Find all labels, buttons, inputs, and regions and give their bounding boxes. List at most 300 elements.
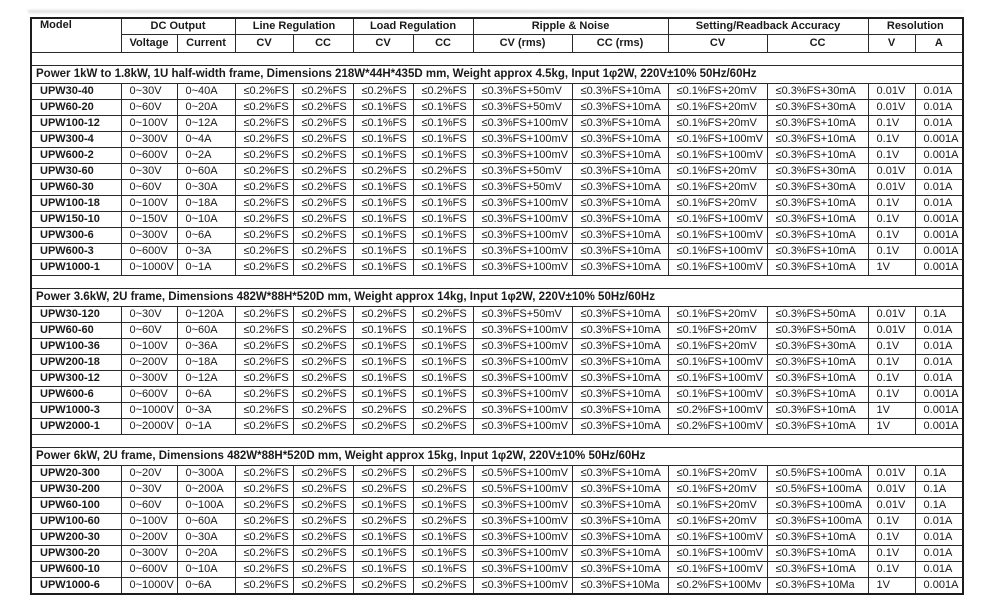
cell-line-reg-cc: ≤0.2%FS: [293, 482, 353, 498]
cell-current: 0~2A: [177, 148, 235, 164]
cell-line-reg-cc: ≤0.2%FS: [293, 84, 353, 100]
cell-load-reg-cv: ≤0.1%FS: [353, 260, 413, 276]
cell-line-reg-cv: ≤0.2%FS: [235, 212, 293, 228]
cell-line-reg-cc: ≤0.2%FS: [293, 244, 353, 260]
cell-load-reg-cc: ≤0.2%FS: [413, 578, 473, 595]
cell-current: 0~6A: [177, 387, 235, 403]
cell-accuracy-cc: ≤0.5%FS+100mA: [767, 482, 868, 498]
cell-load-reg-cc: ≤0.1%FS: [413, 530, 473, 546]
cell-resolution-a: 0.001A: [915, 403, 963, 419]
cell-ripple-cv-rms: ≤0.5%FS+100mV: [473, 466, 572, 482]
cell-model: UPW300-4: [31, 132, 121, 148]
cell-model: UPW150-10: [31, 212, 121, 228]
cell-load-reg-cv: ≤0.1%FS: [353, 100, 413, 116]
cell-current: 0~20A: [177, 100, 235, 116]
cell-line-reg-cc: ≤0.2%FS: [293, 355, 353, 371]
cell-load-reg-cv: ≤0.2%FS: [353, 466, 413, 482]
cell-voltage: 0~600V: [121, 244, 177, 260]
cell-accuracy-cv: ≤0.1%FS+100mV: [668, 132, 767, 148]
cell-resolution-a: 0.001A: [915, 148, 963, 164]
cell-ripple-cv-rms: ≤0.3%FS+100mV: [473, 339, 572, 355]
spec-row-upw20-300: [31, 466, 963, 482]
cell-accuracy-cv: ≤0.1%FS+20mV: [668, 180, 767, 196]
cell-load-reg-cv: ≤0.1%FS: [353, 387, 413, 403]
cell-load-reg-cc: ≤0.2%FS: [413, 514, 473, 530]
col-header-ripple-cc-rms: CC (rms): [572, 35, 668, 53]
cell-current: 0~30A: [177, 530, 235, 546]
cell-load-reg-cv: ≤0.1%FS: [353, 355, 413, 371]
cell-load-reg-cc: ≤0.1%FS: [413, 260, 473, 276]
section-spacer: [31, 276, 963, 289]
cell-model: UPW300-6: [31, 228, 121, 244]
cell-line-reg-cc: ≤0.2%FS: [293, 578, 353, 595]
spec-row-upw600-2: [31, 148, 963, 164]
cell-line-reg-cv: ≤0.2%FS: [235, 403, 293, 419]
cell-accuracy-cc: ≤0.3%FS+10mA: [767, 228, 868, 244]
cell-accuracy-cc: ≤0.3%FS+10mA: [767, 132, 868, 148]
cell-line-reg-cv: ≤0.2%FS: [235, 466, 293, 482]
group-header-dc-output: DC Output: [121, 18, 235, 35]
cell-load-reg-cv: ≤0.1%FS: [353, 132, 413, 148]
cell-ripple-cc-rms: ≤0.3%FS+10mA: [572, 403, 668, 419]
cell-model: UPW60-100: [31, 498, 121, 514]
cell-accuracy-cc: ≤0.3%FS+10mA: [767, 244, 868, 260]
cell-current: 0~60A: [177, 164, 235, 180]
cell-accuracy-cv: ≤0.1%FS+20mV: [668, 164, 767, 180]
cell-accuracy-cv: ≤0.1%FS+20mV: [668, 84, 767, 100]
cell-line-reg-cv: ≤0.2%FS: [235, 546, 293, 562]
cell-ripple-cv-rms: ≤0.3%FS+100mV: [473, 260, 572, 276]
cell-accuracy-cv: ≤0.1%FS+100mV: [668, 148, 767, 164]
cell-ripple-cv-rms: ≤0.3%FS+100mV: [473, 419, 572, 435]
cell-resolution-a: 0.1A: [915, 307, 963, 323]
cell-line-reg-cc: ≤0.2%FS: [293, 419, 353, 435]
cell-ripple-cv-rms: ≤0.3%FS+100mV: [473, 546, 572, 562]
col-header-current: Current: [177, 35, 235, 53]
cell-load-reg-cc: ≤0.1%FS: [413, 180, 473, 196]
cell-ripple-cv-rms: ≤0.3%FS+50mV: [473, 100, 572, 116]
cell-voltage: 0~200V: [121, 530, 177, 546]
cell-resolution-a: 0.001A: [915, 387, 963, 403]
cell-line-reg-cc: ≤0.2%FS: [293, 323, 353, 339]
cell-ripple-cv-rms: ≤0.3%FS+100mV: [473, 355, 572, 371]
cell-ripple-cv-rms: ≤0.5%FS+100mV: [473, 482, 572, 498]
cell-voltage: 0~300V: [121, 228, 177, 244]
cell-load-reg-cv: ≤0.1%FS: [353, 323, 413, 339]
cell-line-reg-cv: ≤0.2%FS: [235, 164, 293, 180]
cell-load-reg-cc: ≤0.2%FS: [413, 482, 473, 498]
section-title-row: [31, 66, 963, 84]
cell-accuracy-cc: ≤0.3%FS+30mA: [767, 100, 868, 116]
cell-current: 0~60A: [177, 323, 235, 339]
cell-resolution-a: 0.01A: [915, 355, 963, 371]
cell-resolution-a: 0.001A: [915, 228, 963, 244]
cell-resolution-v: 0.1V: [868, 116, 915, 132]
scan-artifact-line: [28, 10, 964, 13]
cell-line-reg-cv: ≤0.2%FS: [235, 498, 293, 514]
cell-model: UPW600-2: [31, 148, 121, 164]
cell-voltage: 0~30V: [121, 307, 177, 323]
cell-resolution-v: 0.1V: [868, 244, 915, 260]
cell-resolution-v: 1V: [868, 419, 915, 435]
cell-accuracy-cc: ≤0.3%FS+30mA: [767, 180, 868, 196]
section-title-row: [31, 448, 963, 466]
cell-ripple-cv-rms: ≤0.3%FS+100mV: [473, 244, 572, 260]
cell-ripple-cc-rms: ≤0.3%FS+10mA: [572, 116, 668, 132]
cell-ripple-cv-rms: ≤0.3%FS+100mV: [473, 387, 572, 403]
cell-accuracy-cv: ≤0.1%FS+100mV: [668, 212, 767, 228]
cell-load-reg-cc: ≤0.1%FS: [413, 244, 473, 260]
spec-row-upw300-20: [31, 546, 963, 562]
cell-ripple-cc-rms: ≤0.3%FS+10mA: [572, 482, 668, 498]
cell-current: 0~200A: [177, 482, 235, 498]
cell-line-reg-cc: ≤0.2%FS: [293, 180, 353, 196]
cell-accuracy-cc: ≤0.3%FS+10mA: [767, 116, 868, 132]
cell-voltage: 0~30V: [121, 482, 177, 498]
cell-line-reg-cc: ≤0.2%FS: [293, 260, 353, 276]
cell-voltage: 0~60V: [121, 180, 177, 196]
cell-line-reg-cc: ≤0.2%FS: [293, 498, 353, 514]
cell-current: 0~18A: [177, 196, 235, 212]
cell-voltage: 0~20V: [121, 466, 177, 482]
cell-ripple-cv-rms: ≤0.3%FS+100mV: [473, 148, 572, 164]
cell-accuracy-cv: ≤0.1%FS+20mV: [668, 307, 767, 323]
cell-load-reg-cc: ≤0.2%FS: [413, 419, 473, 435]
cell-resolution-a: 0.001A: [915, 260, 963, 276]
cell-resolution-v: 0.1V: [868, 355, 915, 371]
cell-voltage: 0~60V: [121, 100, 177, 116]
cell-load-reg-cv: ≤0.1%FS: [353, 180, 413, 196]
cell-resolution-v: 0.1V: [868, 387, 915, 403]
cell-load-reg-cc: ≤0.1%FS: [413, 196, 473, 212]
cell-current: 0~18A: [177, 355, 235, 371]
cell-model: UPW100-12: [31, 116, 121, 132]
cell-line-reg-cc: ≤0.2%FS: [293, 132, 353, 148]
cell-model: UPW60-30: [31, 180, 121, 196]
cell-model: UPW100-18: [31, 196, 121, 212]
cell-model: UPW200-18: [31, 355, 121, 371]
cell-current: 0~4A: [177, 132, 235, 148]
cell-current: 0~36A: [177, 339, 235, 355]
cell-ripple-cc-rms: ≤0.3%FS+10mA: [572, 387, 668, 403]
cell-ripple-cv-rms: ≤0.3%FS+50mV: [473, 84, 572, 100]
cell-accuracy-cc: ≤0.3%FS+30mA: [767, 84, 868, 100]
cell-line-reg-cv: ≤0.2%FS: [235, 419, 293, 435]
cell-line-reg-cv: ≤0.2%FS: [235, 196, 293, 212]
cell-load-reg-cc: ≤0.1%FS: [413, 498, 473, 514]
cell-resolution-v: 0.1V: [868, 371, 915, 387]
cell-resolution-v: 0.01V: [868, 498, 915, 514]
cell-line-reg-cv: ≤0.2%FS: [235, 355, 293, 371]
cell-accuracy-cv: ≤0.1%FS+100mV: [668, 355, 767, 371]
group-header-setting-readback-accuracy: Setting/Readback Accuracy: [668, 18, 868, 35]
cell-accuracy-cc: ≤0.3%FS+10mA: [767, 260, 868, 276]
cell-voltage: 0~100V: [121, 339, 177, 355]
cell-load-reg-cc: ≤0.1%FS: [413, 387, 473, 403]
col-header-resolution-v: V: [868, 35, 915, 53]
cell-load-reg-cc: ≤0.1%FS: [413, 323, 473, 339]
cell-ripple-cc-rms: ≤0.3%FS+10mA: [572, 562, 668, 578]
section-title: Power 1kW to 1.8kW, 1U half-width frame, Dimensions 218W*44H*435D mm, Weight approx 4.5kg, Input 1φ2W, 220V±10% 50Hz/60Hz: [31, 66, 963, 84]
cell-model: UPW30-120: [31, 307, 121, 323]
cell-ripple-cv-rms: ≤0.3%FS+100mV: [473, 498, 572, 514]
cell-current: 0~1A: [177, 419, 235, 435]
cell-resolution-v: 0.01V: [868, 164, 915, 180]
cell-accuracy-cc: ≤0.3%FS+30mA: [767, 339, 868, 355]
cell-resolution-v: 0.01V: [868, 482, 915, 498]
col-header-resolution-a: A: [915, 35, 963, 53]
cell-ripple-cv-rms: ≤0.3%FS+50mV: [473, 164, 572, 180]
cell-ripple-cc-rms: ≤0.3%FS+10mA: [572, 164, 668, 180]
cell-resolution-v: 1V: [868, 403, 915, 419]
cell-current: 0~10A: [177, 562, 235, 578]
spec-row-upw100-18: [31, 196, 963, 212]
cell-line-reg-cc: ≤0.2%FS: [293, 371, 353, 387]
cell-voltage: 0~2000V: [121, 419, 177, 435]
col-header-ripple-cv-rms: CV (rms): [473, 35, 572, 53]
cell-resolution-a: 0.01A: [915, 196, 963, 212]
cell-ripple-cv-rms: ≤0.3%FS+100mV: [473, 116, 572, 132]
cell-current: 0~12A: [177, 116, 235, 132]
cell-load-reg-cc: ≤0.2%FS: [413, 466, 473, 482]
cell-model: UPW600-3: [31, 244, 121, 260]
section-spacer: [31, 53, 963, 66]
spec-row-upw60-60: [31, 323, 963, 339]
spec-row-upw300-6: [31, 228, 963, 244]
cell-voltage: 0~30V: [121, 84, 177, 100]
cell-load-reg-cc: ≤0.1%FS: [413, 228, 473, 244]
cell-accuracy-cc: ≤0.3%FS+10mA: [767, 530, 868, 546]
cell-current: 0~3A: [177, 244, 235, 260]
cell-voltage: 0~1000V: [121, 403, 177, 419]
cell-current: 0~20A: [177, 546, 235, 562]
cell-load-reg-cc: ≤0.2%FS: [413, 307, 473, 323]
cell-line-reg-cv: ≤0.2%FS: [235, 578, 293, 595]
cell-line-reg-cc: ≤0.2%FS: [293, 196, 353, 212]
cell-load-reg-cc: ≤0.1%FS: [413, 212, 473, 228]
group-header-row: [31, 18, 963, 35]
spec-row-upw600-3: [31, 244, 963, 260]
cell-accuracy-cv: ≤0.1%FS+20mV: [668, 514, 767, 530]
cell-current: 0~120A: [177, 307, 235, 323]
cell-ripple-cv-rms: ≤0.3%FS+100mV: [473, 514, 572, 530]
cell-resolution-a: 0.01A: [915, 323, 963, 339]
cell-voltage: 0~100V: [121, 196, 177, 212]
cell-voltage: 0~60V: [121, 498, 177, 514]
col-header-line-cv: CV: [235, 35, 293, 53]
cell-accuracy-cv: ≤0.1%FS+20mV: [668, 498, 767, 514]
cell-load-reg-cc: ≤0.1%FS: [413, 148, 473, 164]
cell-line-reg-cv: ≤0.2%FS: [235, 116, 293, 132]
spec-row-upw1000-3: [31, 403, 963, 419]
cell-line-reg-cc: ≤0.2%FS: [293, 228, 353, 244]
cell-resolution-a: 0.01A: [915, 84, 963, 100]
cell-ripple-cc-rms: ≤0.3%FS+10mA: [572, 132, 668, 148]
cell-line-reg-cv: ≤0.2%FS: [235, 307, 293, 323]
cell-line-reg-cc: ≤0.2%FS: [293, 514, 353, 530]
cell-current: 0~300A: [177, 466, 235, 482]
spec-row-upw60-30: [31, 180, 963, 196]
cell-resolution-a: 0.01A: [915, 180, 963, 196]
spec-row-upw150-10: [31, 212, 963, 228]
cell-ripple-cv-rms: ≤0.3%FS+100mV: [473, 323, 572, 339]
cell-voltage: 0~1000V: [121, 578, 177, 595]
cell-ripple-cc-rms: ≤0.3%FS+10mA: [572, 419, 668, 435]
spec-row-upw1000-6: [31, 578, 963, 595]
spec-row-upw200-18: [31, 355, 963, 371]
cell-line-reg-cc: ≤0.2%FS: [293, 546, 353, 562]
cell-accuracy-cv: ≤0.1%FS+100mV: [668, 562, 767, 578]
cell-model: UPW100-60: [31, 514, 121, 530]
cell-line-reg-cv: ≤0.2%FS: [235, 148, 293, 164]
cell-line-reg-cv: ≤0.2%FS: [235, 84, 293, 100]
cell-ripple-cc-rms: ≤0.3%FS+10mA: [572, 498, 668, 514]
cell-accuracy-cc: ≤0.3%FS+100mA: [767, 514, 868, 530]
cell-load-reg-cv: ≤0.1%FS: [353, 371, 413, 387]
cell-voltage: 0~150V: [121, 212, 177, 228]
cell-ripple-cc-rms: ≤0.3%FS+10mA: [572, 307, 668, 323]
cell-line-reg-cc: ≤0.2%FS: [293, 562, 353, 578]
cell-resolution-a: 0.01A: [915, 164, 963, 180]
cell-accuracy-cv: ≤0.1%FS+100mV: [668, 244, 767, 260]
cell-model: UPW1000-3: [31, 403, 121, 419]
cell-line-reg-cc: ≤0.2%FS: [293, 403, 353, 419]
cell-ripple-cc-rms: ≤0.3%FS+10mA: [572, 100, 668, 116]
cell-accuracy-cv: ≤0.1%FS+20mV: [668, 116, 767, 132]
cell-accuracy-cc: ≤0.3%FS+10Ma: [767, 578, 868, 595]
cell-load-reg-cv: ≤0.1%FS: [353, 212, 413, 228]
cell-resolution-a: 0.1A: [915, 482, 963, 498]
cell-load-reg-cv: ≤0.2%FS: [353, 307, 413, 323]
cell-resolution-a: 0.1A: [915, 466, 963, 482]
spec-row-upw1000-1: [31, 260, 963, 276]
cell-line-reg-cc: ≤0.2%FS: [293, 307, 353, 323]
cell-accuracy-cv: ≤0.1%FS+20mV: [668, 482, 767, 498]
cell-ripple-cv-rms: ≤0.3%FS+100mV: [473, 562, 572, 578]
cell-accuracy-cv: ≤0.1%FS+100mV: [668, 546, 767, 562]
cell-resolution-a: 0.01A: [915, 530, 963, 546]
cell-accuracy-cc: ≤0.3%FS+30mA: [767, 164, 868, 180]
cell-voltage: 0~600V: [121, 387, 177, 403]
cell-ripple-cc-rms: ≤0.3%FS+10mA: [572, 244, 668, 260]
cell-line-reg-cv: ≤0.2%FS: [235, 371, 293, 387]
cell-accuracy-cv: ≤0.2%FS+100mV: [668, 403, 767, 419]
cell-resolution-a: 0.001A: [915, 578, 963, 595]
cell-line-reg-cc: ≤0.2%FS: [293, 339, 353, 355]
group-header-line-regulation: Line Regulation: [235, 18, 353, 35]
cell-load-reg-cc: ≤0.1%FS: [413, 546, 473, 562]
cell-ripple-cc-rms: ≤0.3%FS+10mA: [572, 546, 668, 562]
cell-model: UPW200-30: [31, 530, 121, 546]
spec-row-upw300-4: [31, 132, 963, 148]
section-title: Power 3.6kW, 2U frame, Dimensions 482W*88H*520D mm, Weight approx 14kg, Input 1φ2W, 220V±10% 50Hz/60Hz: [31, 289, 963, 307]
cell-line-reg-cv: ≤0.2%FS: [235, 339, 293, 355]
cell-ripple-cc-rms: ≤0.3%FS+10mA: [572, 466, 668, 482]
cell-current: 0~12A: [177, 371, 235, 387]
cell-line-reg-cc: ≤0.2%FS: [293, 387, 353, 403]
cell-resolution-a: 0.001A: [915, 419, 963, 435]
cell-resolution-a: 0.01A: [915, 546, 963, 562]
cell-accuracy-cv: ≤0.1%FS+20mV: [668, 466, 767, 482]
cell-line-reg-cv: ≤0.2%FS: [235, 323, 293, 339]
cell-resolution-a: 0.001A: [915, 132, 963, 148]
cell-load-reg-cc: ≤0.1%FS: [413, 371, 473, 387]
spec-row-upw30-60: [31, 164, 963, 180]
cell-model: UPW1000-6: [31, 578, 121, 595]
cell-load-reg-cc: ≤0.2%FS: [413, 84, 473, 100]
cell-line-reg-cv: ≤0.2%FS: [235, 562, 293, 578]
spec-row-upw30-120: [31, 307, 963, 323]
cell-accuracy-cc: ≤0.3%FS+10mA: [767, 419, 868, 435]
cell-load-reg-cv: ≤0.1%FS: [353, 244, 413, 260]
spec-row-upw600-6: [31, 387, 963, 403]
cell-line-reg-cv: ≤0.2%FS: [235, 260, 293, 276]
cell-line-reg-cc: ≤0.2%FS: [293, 466, 353, 482]
cell-model: UPW600-6: [31, 387, 121, 403]
col-header-line-cc: CC: [293, 35, 353, 53]
cell-load-reg-cv: ≤0.1%FS: [353, 196, 413, 212]
cell-voltage: 0~600V: [121, 148, 177, 164]
cell-ripple-cc-rms: ≤0.3%FS+10mA: [572, 514, 668, 530]
cell-ripple-cc-rms: ≤0.3%FS+10mA: [572, 371, 668, 387]
cell-ripple-cc-rms: ≤0.3%FS+10mA: [572, 180, 668, 196]
cell-line-reg-cc: ≤0.2%FS: [293, 212, 353, 228]
cell-resolution-v: 0.1V: [868, 546, 915, 562]
cell-ripple-cv-rms: ≤0.3%FS+50mV: [473, 180, 572, 196]
cell-model: UPW600-10: [31, 562, 121, 578]
cell-load-reg-cv: ≤0.2%FS: [353, 84, 413, 100]
cell-load-reg-cc: ≤0.1%FS: [413, 100, 473, 116]
spec-row-upw60-20: [31, 100, 963, 116]
cell-resolution-v: 0.1V: [868, 228, 915, 244]
cell-resolution-v: 0.1V: [868, 132, 915, 148]
cell-model: UPW100-36: [31, 339, 121, 355]
spec-row-upw30-200: [31, 482, 963, 498]
cell-current: 0~30A: [177, 180, 235, 196]
cell-resolution-v: 0.1V: [868, 514, 915, 530]
cell-accuracy-cc: ≤0.3%FS+10mA: [767, 546, 868, 562]
spec-row-upw600-10: [31, 562, 963, 578]
spec-row-upw200-30: [31, 530, 963, 546]
cell-load-reg-cc: ≤0.1%FS: [413, 116, 473, 132]
cell-resolution-v: 0.1V: [868, 212, 915, 228]
cell-accuracy-cv: ≤0.1%FS+100mV: [668, 530, 767, 546]
cell-load-reg-cv: ≤0.2%FS: [353, 419, 413, 435]
cell-model: UPW30-40: [31, 84, 121, 100]
cell-ripple-cv-rms: ≤0.3%FS+100mV: [473, 132, 572, 148]
cell-load-reg-cv: ≤0.2%FS: [353, 164, 413, 180]
cell-voltage: 0~300V: [121, 132, 177, 148]
cell-voltage: 0~100V: [121, 514, 177, 530]
cell-line-reg-cv: ≤0.2%FS: [235, 514, 293, 530]
cell-resolution-a: 0.001A: [915, 212, 963, 228]
cell-resolution-a: 0.01A: [915, 100, 963, 116]
cell-ripple-cv-rms: ≤0.3%FS+100mV: [473, 196, 572, 212]
cell-line-reg-cv: ≤0.2%FS: [235, 228, 293, 244]
cell-line-reg-cv: ≤0.2%FS: [235, 530, 293, 546]
cell-load-reg-cc: ≤0.2%FS: [413, 403, 473, 419]
cell-resolution-v: 0.1V: [868, 562, 915, 578]
cell-ripple-cv-rms: ≤0.3%FS+100mV: [473, 212, 572, 228]
cell-line-reg-cv: ≤0.2%FS: [235, 482, 293, 498]
cell-line-reg-cv: ≤0.2%FS: [235, 100, 293, 116]
cell-voltage: 0~300V: [121, 371, 177, 387]
cell-accuracy-cc: ≤0.3%FS+100mA: [767, 498, 868, 514]
col-header-load-cv: CV: [353, 35, 413, 53]
spec-row-upw100-60: [31, 514, 963, 530]
cell-load-reg-cv: ≤0.2%FS: [353, 514, 413, 530]
spec-row-upw300-12: [31, 371, 963, 387]
